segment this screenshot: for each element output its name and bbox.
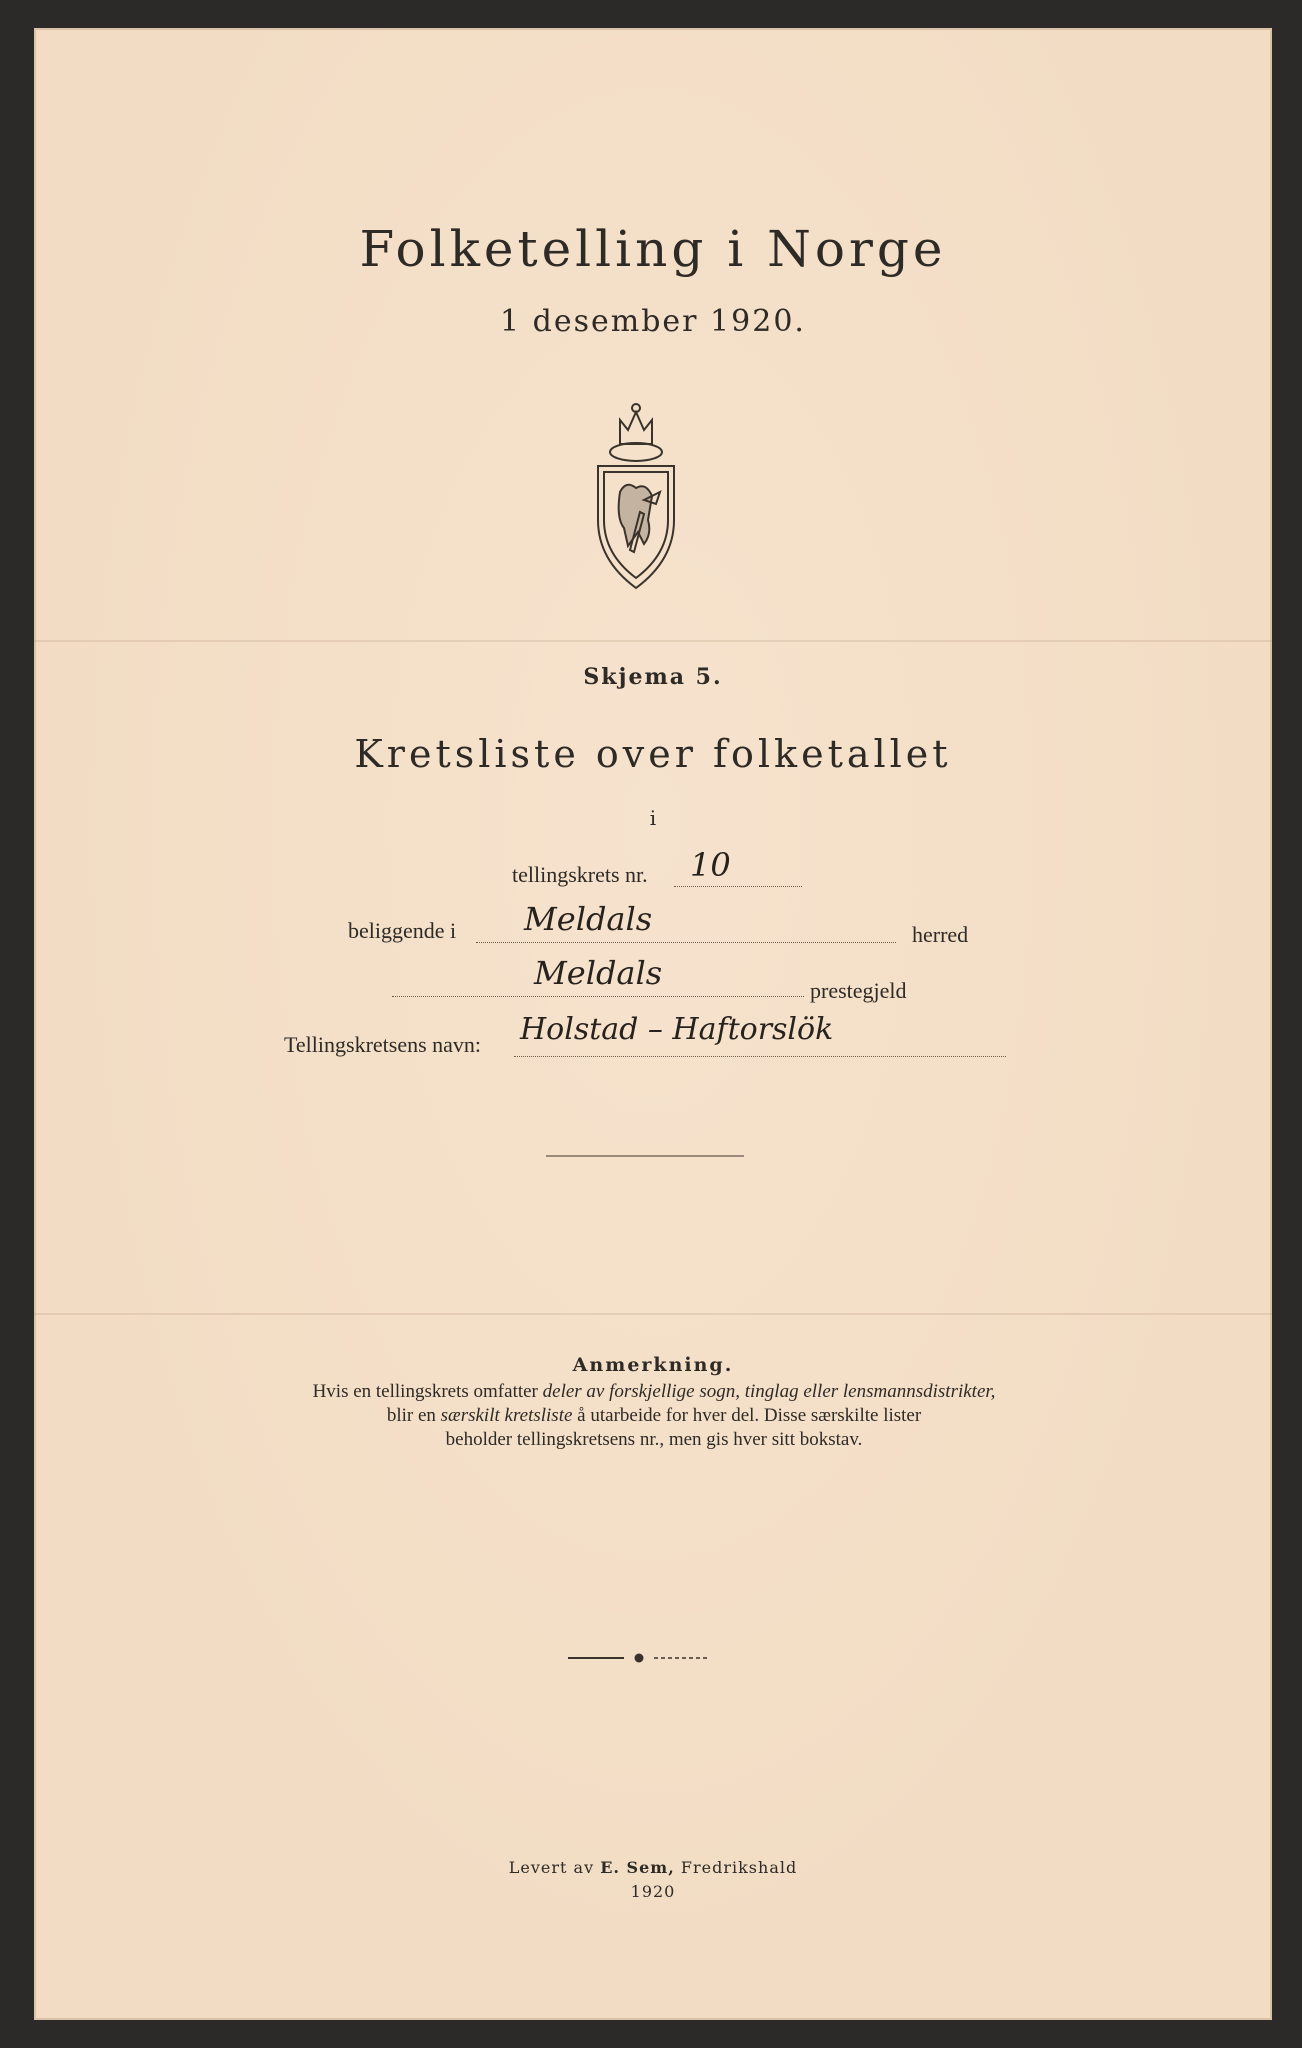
navn-dotted-line [514,1056,1006,1057]
note-heading: Anmerkning. [572,1354,734,1376]
note-line-3: beholder tellingskretsens nr., men gis hver sitt bokstav. [445,1429,863,1450]
note-line-2 [184,1404,1124,1428]
note-line-1 [184,1380,1124,1404]
navn-value: Holstad – Haftorslök [520,1012,834,1047]
paper-fold [34,640,1272,642]
divider-rule [546,1155,744,1157]
note-text [184,1380,1124,1452]
norwegian-coat-of-arms-icon [590,400,682,596]
prestegjeld-label: prestegjeld [810,978,907,1003]
krets-label: tellingskrets nr. [512,862,648,887]
form-heading: Kretsliste over folketallet [354,732,952,776]
printer-prefix: Levert av [508,1858,601,1877]
printer-place: Fredrikshald [674,1858,798,1877]
krets-number-value: 10 [690,846,731,884]
census-date: 1 desember 1920. [500,304,806,339]
schema-number: Skjema 5. [583,664,723,690]
prestegjeld-value: Meldals [534,954,663,992]
note-line-2-b: å utarbeide for hver del. Disse særskilte lister [572,1405,922,1426]
census-page [34,28,1272,2020]
page-title: Folketelling i Norge [359,220,947,278]
herred-dotted-line [476,942,896,943]
note-line-1-a: Hvis en tellingskrets omfatter [312,1381,543,1402]
prestegjeld-dotted-line [392,996,804,997]
note-line-2-emphasis: særskilt kretsliste [440,1405,573,1426]
navn-label: Tellingskretsens navn: [284,1032,482,1057]
printer-year: 1920 [630,1882,676,1901]
beliggende-label: beliggende i [348,918,457,943]
note-line-2-a: blir en [386,1405,441,1426]
ornament-divider-icon [564,1650,714,1666]
note-line-1-emphasis: deler av forskjellige sogn, tinglag eller lensmannsdistrikter, [542,1381,996,1402]
printer-line [34,1858,1272,1877]
krets-dotted-line [674,886,802,887]
herred-value: Meldals [524,900,653,938]
printer-name: E. Sem, [600,1858,675,1877]
herred-label: herred [912,922,969,947]
paper-fold [34,1313,1272,1315]
connector-word: i [649,806,657,830]
